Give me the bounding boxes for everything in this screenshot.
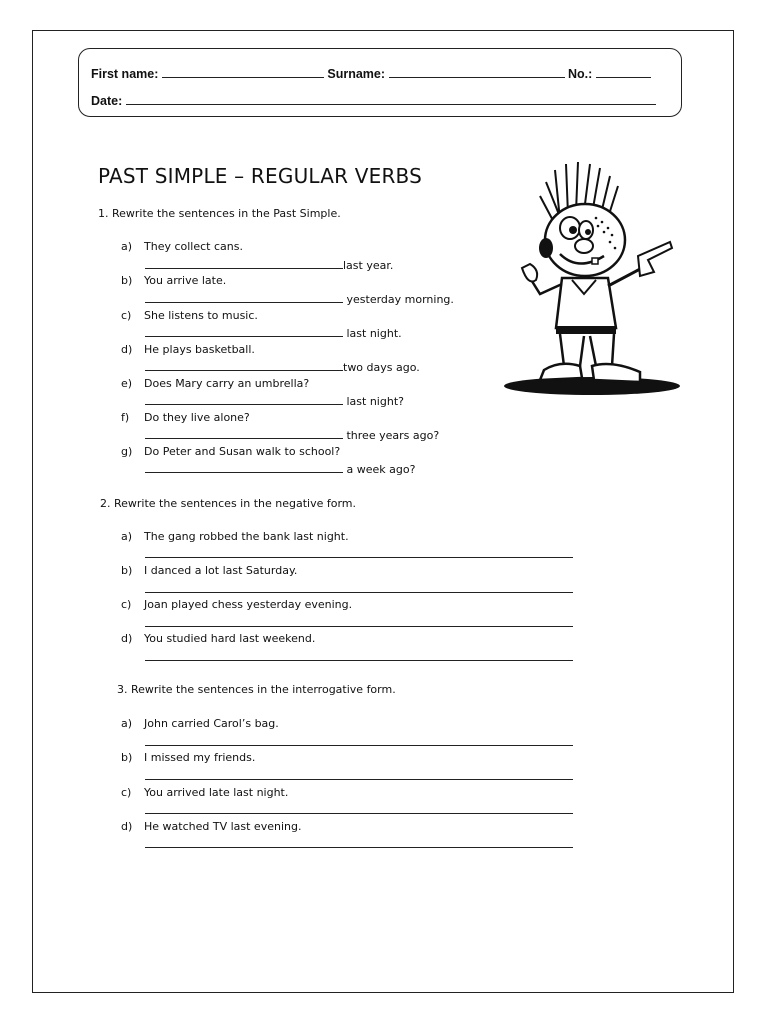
item-letter: b) <box>121 564 133 577</box>
section-1-instruction: 1. Rewrite the sentences in the Past Simple. <box>98 207 341 220</box>
item-sentence: He plays basketball. <box>144 343 255 356</box>
item-letter: d) <box>121 632 133 645</box>
answer-blank[interactable] <box>145 394 343 405</box>
answer-blank[interactable] <box>145 292 343 303</box>
item-sentence: They collect cans. <box>144 240 243 253</box>
item-sentence: Do Peter and Susan walk to school? <box>144 445 341 458</box>
blank-suffix: a week ago? <box>343 463 416 476</box>
item-letter: g) <box>121 445 133 458</box>
answer-blank-row <box>145 428 439 442</box>
item-letter: c) <box>121 309 132 322</box>
answer-line[interactable] <box>145 626 573 627</box>
item-letter: d) <box>121 343 133 356</box>
item-sentence: You studied hard last weekend. <box>144 632 316 645</box>
answer-line[interactable] <box>145 813 573 814</box>
blank-suffix: three years ago? <box>343 429 440 442</box>
number-label: No.: <box>567 67 593 81</box>
item-letter: d) <box>121 820 133 833</box>
item-letter: e) <box>121 377 133 390</box>
header-row-2 <box>91 94 656 108</box>
item-sentence: Joan played chess yesterday evening. <box>144 598 353 611</box>
number-field[interactable] <box>596 67 651 78</box>
item-sentence: She listens to music. <box>144 309 258 322</box>
item-letter: a) <box>121 240 133 253</box>
answer-blank-row <box>145 326 402 340</box>
item-letter: c) <box>121 786 132 799</box>
answer-blank[interactable] <box>145 462 343 473</box>
item-letter: f) <box>121 411 130 424</box>
answer-blank-row <box>145 258 393 272</box>
answer-blank-row <box>145 462 415 476</box>
first-name-field[interactable] <box>162 67 324 78</box>
blank-suffix: last night. <box>343 327 402 340</box>
answer-blank-row <box>145 394 404 408</box>
item-letter: c) <box>121 598 132 611</box>
item-letter: a) <box>121 530 133 543</box>
item-sentence: I danced a lot last Saturday. <box>144 564 298 577</box>
item-sentence: I missed my friends. <box>144 751 256 764</box>
item-letter: b) <box>121 751 133 764</box>
answer-line[interactable] <box>145 847 573 848</box>
item-sentence: You arrive late. <box>144 274 227 287</box>
item-sentence: Does Mary carry an umbrella? <box>144 377 310 390</box>
blank-suffix: two days ago. <box>343 361 420 374</box>
section-2-instruction: 2. Rewrite the sentences in the negative form. <box>100 497 356 510</box>
answer-blank-row <box>145 360 420 374</box>
blank-suffix: last night? <box>343 395 404 408</box>
answer-line[interactable] <box>145 779 573 780</box>
item-letter: b) <box>121 274 133 287</box>
cartoon-boy-illustration <box>500 160 690 400</box>
item-sentence: Do they live alone? <box>144 411 250 424</box>
header-row-1 <box>91 67 651 81</box>
surname-field[interactable] <box>389 67 565 78</box>
item-sentence: You arrived late last night. <box>144 786 289 799</box>
answer-blank[interactable] <box>145 360 343 371</box>
section-3-instruction: 3. Rewrite the sentences in the interrogative form. <box>117 683 396 696</box>
item-sentence: He watched TV last evening. <box>144 820 302 833</box>
answer-line[interactable] <box>145 660 573 661</box>
date-field[interactable] <box>126 94 656 105</box>
first-name-label: First name: <box>91 67 159 81</box>
answer-line[interactable] <box>145 592 573 593</box>
answer-blank[interactable] <box>145 326 343 337</box>
blank-suffix: yesterday morning. <box>343 293 454 306</box>
answer-blank-row <box>145 292 454 306</box>
item-sentence: John carried Carol’s bag. <box>144 717 279 730</box>
answer-line[interactable] <box>145 745 573 746</box>
answer-line[interactable] <box>145 557 573 558</box>
item-letter: a) <box>121 717 133 730</box>
item-sentence: The gang robbed the bank last night. <box>144 530 349 543</box>
surname-label: Surname: <box>327 67 386 81</box>
blank-suffix: last year. <box>343 259 394 272</box>
worksheet-title: PAST SIMPLE – REGULAR VERBS <box>98 164 423 188</box>
answer-blank[interactable] <box>145 258 343 269</box>
answer-blank[interactable] <box>145 428 343 439</box>
date-label: Date: <box>91 94 123 108</box>
